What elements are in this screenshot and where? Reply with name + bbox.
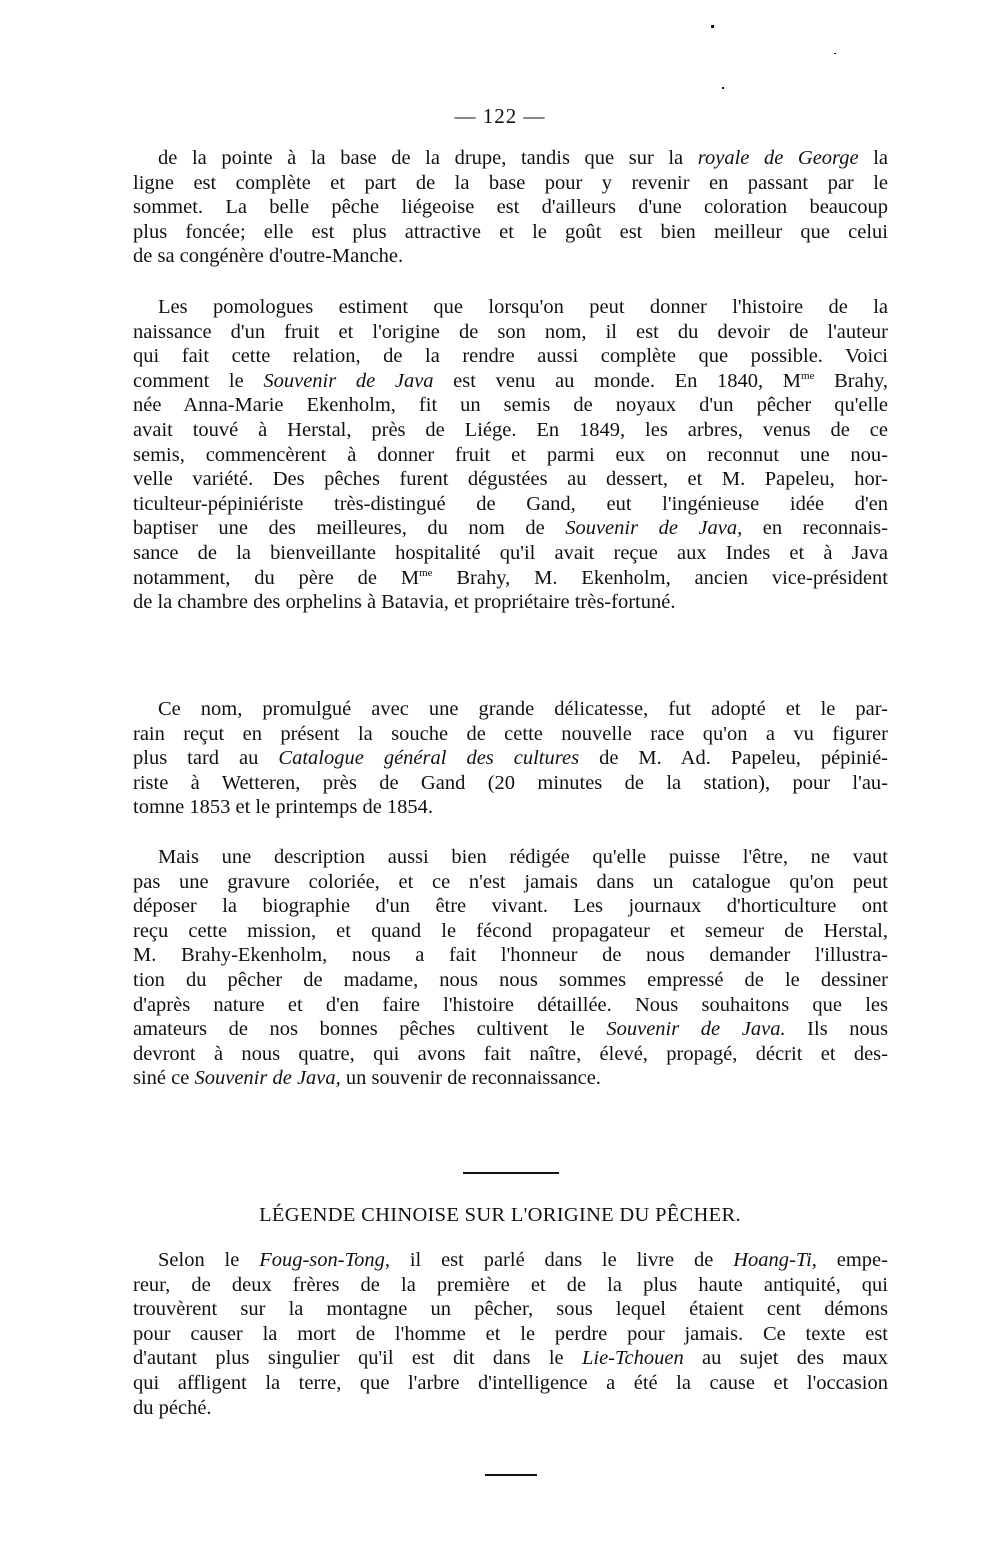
text-run: d'autant plus singulier qu'il est dit dans le xyxy=(133,1347,582,1370)
text-line xyxy=(133,1322,888,1347)
text-line xyxy=(133,344,888,369)
text-line xyxy=(133,443,888,468)
text-line xyxy=(133,516,888,541)
text-run: de la chambre des orphelins à Batavia, et propriétaire très-fortuné. xyxy=(133,591,676,614)
text-run: naissance d'un fruit et l'origine de son nom, il est du devoir de l'auteur xyxy=(133,320,888,343)
scan-speck xyxy=(722,87,724,89)
text-line xyxy=(133,1371,888,1396)
text-line xyxy=(133,320,888,345)
text-run: pour causer la mort de l'homme et le perdre pour jamais. Ce texte est xyxy=(133,1322,888,1345)
text-run: reçu cette mission, et quand le fécond propagateur et semeur de Herstal, xyxy=(133,919,888,942)
text-line xyxy=(133,1346,888,1371)
text-run: plus foncée; elle est plus attractive et le goût est bien meilleur que celui xyxy=(133,220,888,243)
text-run: sommet. La belle pêche liégeoise est d'ailleurs d'une coloration beaucoup xyxy=(133,196,888,219)
text-run: comment le xyxy=(133,369,264,392)
text-run: il est parlé dans le livre de xyxy=(390,1249,734,1271)
text-run: reur, de deux frères de la première et de la plus haute antiquité, qui xyxy=(133,1273,888,1296)
text-line xyxy=(133,1248,888,1273)
text-line xyxy=(133,418,888,443)
text-line xyxy=(133,1273,888,1298)
text-run: de sa congénère d'outre-Manche. xyxy=(133,245,404,268)
text-line xyxy=(133,1066,888,1091)
text-run: M. Brahy-Ekenholm, nous a fait l'honneur de nous demander l'illustra- xyxy=(133,944,888,967)
text-run: empe- xyxy=(816,1249,888,1271)
text-line xyxy=(133,968,888,993)
text-run: déposer la biographie d'un être vivant. Les journaux d'horticulture ont xyxy=(133,895,888,918)
text-line xyxy=(133,1017,888,1042)
text-line xyxy=(133,894,888,919)
italic-title: Souvenir de Java xyxy=(263,369,434,392)
text-line xyxy=(133,492,888,517)
text-run: trouvèrent sur la montagne un pêcher, sous lequel étaient cent démons xyxy=(133,1298,888,1321)
text-line xyxy=(133,220,888,245)
text-run: qui fait cette relation, de la rendre aussi complète que possible. Voici xyxy=(133,345,888,368)
text-line xyxy=(133,697,888,722)
text-run: qui affligent la terre, que l'arbre d'intelligence a été la cause et l'occasion xyxy=(133,1371,888,1394)
italic-title: Souvenir de Java, xyxy=(565,517,743,540)
text-run: amateurs de nos bonnes pêches cultivent le xyxy=(133,1018,607,1041)
text-line xyxy=(133,943,888,968)
text-line xyxy=(133,1297,888,1322)
text-run: siné ce xyxy=(133,1067,195,1090)
scan-speck xyxy=(834,53,836,54)
text-line xyxy=(133,746,888,771)
text-run: un souvenir de reconnaissance. xyxy=(340,1067,601,1090)
paragraph-5 xyxy=(133,1248,888,1420)
text-run: est venu au monde. En 1840, M xyxy=(433,369,802,392)
text-line xyxy=(133,467,888,492)
text-run: velle variété. Des pêches furent dégustées au dessert, et M. Papeleu, hor- xyxy=(133,468,888,491)
paragraph-4 xyxy=(133,845,888,1091)
text-run: de M. Ad. Papeleu, pépinié- xyxy=(579,747,888,770)
text-run: Brahy, M. Ekenholm, ancien vice-président xyxy=(432,566,888,589)
page-number: — 122 — xyxy=(454,104,546,128)
text-run: Brahy, xyxy=(814,369,888,392)
text-line xyxy=(133,993,888,1018)
text-run: riste à Wetteren, près de Gand (20 minutes de la station), pour l'au- xyxy=(133,771,888,794)
text-run: avait touvé à Herstal, près de Liége. En 1849, les arbres, venus de ce xyxy=(133,418,888,441)
text-run: Selon le xyxy=(158,1249,260,1271)
text-run: devront à nous quatre, qui avons fait naître, élevé, propagé, décrit et des- xyxy=(133,1042,888,1065)
text-line xyxy=(133,919,888,944)
text-run: tomne 1853 et le printemps de 1854. xyxy=(133,796,434,819)
text-line xyxy=(133,244,888,269)
text-run: baptiser une des meilleures, du nom de xyxy=(133,517,566,540)
text-line xyxy=(133,870,888,895)
text-run: pas une gravure coloriée, et ce n'est jamais dans un catalogue qu'on peut xyxy=(133,870,888,893)
section-heading: LÉGENDE CHINOISE SUR L'ORIGINE DU PÊCHER. xyxy=(259,1204,741,1226)
italic-title: royale de George xyxy=(697,147,859,169)
text-run: née Anna-Marie Ekenholm, fit un semis de noyaux d'un pêcher qu'elle xyxy=(133,394,888,417)
text-run: Les pomologues estiment que lorsqu'on peut donner l'histoire de la xyxy=(158,296,888,318)
section-divider-rule xyxy=(463,1172,559,1174)
text-line xyxy=(133,369,888,394)
text-run: sance de la bienveillante hospitalité qu'il avait reçue aux Indes et à Java xyxy=(133,541,888,564)
text-line xyxy=(133,795,888,820)
text-line xyxy=(133,146,888,171)
end-divider-rule xyxy=(485,1474,537,1476)
text-line xyxy=(133,845,888,870)
text-line xyxy=(133,1396,888,1421)
text-line xyxy=(133,566,888,591)
text-run: Ce nom, promulgué avec une grande délicatesse, fut adopté et le par- xyxy=(158,698,888,720)
scan-speck xyxy=(711,25,714,28)
text-line xyxy=(133,541,888,566)
superscript: me xyxy=(419,566,433,579)
text-run: rain reçut en présent la souche de cette nouvelle race qu'on a vu figurer xyxy=(133,722,888,745)
paragraph-3 xyxy=(133,697,888,820)
text-line xyxy=(133,590,888,615)
text-line xyxy=(133,1042,888,1067)
text-run: plus tard au xyxy=(133,747,279,770)
text-line xyxy=(133,393,888,418)
text-line xyxy=(133,771,888,796)
italic-title: Souvenir de Java. xyxy=(606,1018,786,1041)
text-run: de la pointe à la base de la drupe, tandis que sur la xyxy=(158,147,698,169)
text-run: d'après nature et d'en faire l'histoire détaillée. Nous souhaitons que les xyxy=(133,993,888,1016)
text-run: Mais une description aussi bien rédigée qu'elle puisse l'être, ne vaut xyxy=(158,846,888,868)
italic-title: Lie-Tchouen xyxy=(581,1347,684,1370)
italic-title: Catalogue général des cultures xyxy=(278,747,580,770)
text-run: notamment, du père de M xyxy=(133,566,420,589)
text-run: semis, commencèrent à donner fruit et parmi eux on reconnut une nou- xyxy=(133,443,888,466)
text-run: la xyxy=(858,147,889,169)
text-run: au sujet des maux xyxy=(683,1347,888,1370)
text-run: ticulteur-pépiniériste très-distingué de Gand, eut l'ingénieuse idée d'en xyxy=(133,492,888,515)
text-line xyxy=(133,195,888,220)
italic-title: Foug-son-Tong, xyxy=(259,1249,390,1271)
text-run: Ils nous xyxy=(785,1018,888,1041)
italic-title: Hoang-Ti, xyxy=(733,1249,817,1271)
text-run: du péché. xyxy=(133,1396,212,1419)
text-line xyxy=(133,171,888,196)
text-line xyxy=(133,722,888,747)
text-run: tion du pêcher de madame, nous nous sommes empressé de le dessiner xyxy=(133,968,888,991)
text-run: en reconnais- xyxy=(742,517,888,540)
paragraph-2 xyxy=(133,295,888,615)
text-run: ligne est complète et part de la base pour y revenir en passant par le xyxy=(133,171,888,194)
superscript: me xyxy=(801,369,815,382)
italic-title: Souvenir de Java, xyxy=(194,1067,341,1090)
paragraph-1 xyxy=(133,146,888,269)
text-line xyxy=(133,295,888,320)
